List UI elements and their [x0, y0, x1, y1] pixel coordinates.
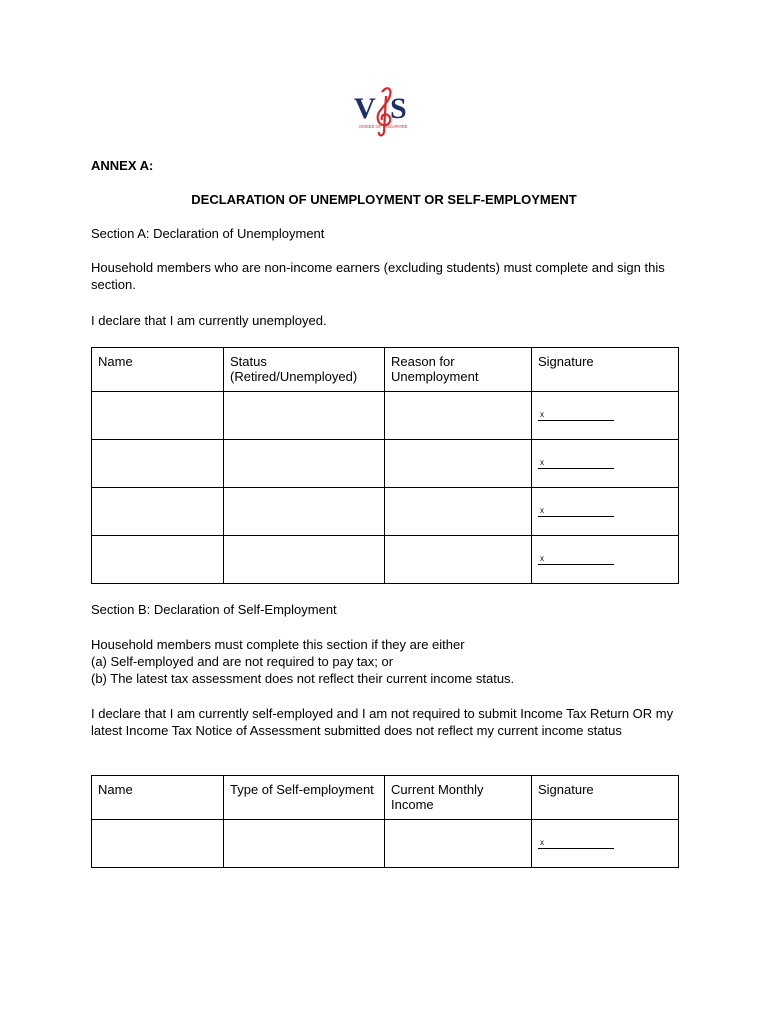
reason-cell[interactable] — [385, 392, 532, 440]
self-employment-table — [91, 775, 679, 868]
header-name: Name — [92, 776, 224, 820]
section-b-heading: Section B: Declaration of Self-Employment — [91, 602, 337, 617]
voices-of-singapore-logo — [352, 82, 414, 140]
table-row — [92, 392, 679, 440]
section-b-instruction-line-3: (b) The latest tax assessment does not reflect their current income status. — [91, 671, 515, 686]
reason-cell[interactable] — [385, 488, 532, 536]
section-a-declaration: I declare that I am currently unemployed. — [91, 313, 327, 328]
signature-line: x — [538, 458, 614, 469]
reason-cell[interactable] — [385, 536, 532, 584]
document-title: DECLARATION OF UNEMPLOYMENT OR SELF-EMPLOYMENT — [191, 192, 577, 207]
header-reason: Reason for Unemployment — [385, 348, 532, 392]
name-cell[interactable] — [92, 488, 224, 536]
unemployment-table — [91, 347, 679, 584]
status-cell[interactable] — [224, 440, 385, 488]
name-cell[interactable] — [92, 536, 224, 584]
header-status: Status (Retired/Unemployed) — [224, 348, 385, 392]
table-header-row — [92, 348, 679, 392]
signature-line: x — [538, 506, 614, 517]
table-row — [92, 536, 679, 584]
section-a-instruction: Household members who are non-income earners (excluding students) must complete and sign this section. — [91, 260, 665, 292]
signature-line: x — [538, 554, 614, 565]
signature-cell[interactable] — [532, 392, 679, 440]
signature-cell[interactable] — [532, 536, 679, 584]
annex-label: ANNEX A: — [91, 158, 154, 173]
type-cell[interactable] — [224, 820, 385, 868]
status-cell[interactable] — [224, 536, 385, 584]
signature-cell[interactable] — [532, 440, 679, 488]
section-b-instruction-line-1: Household members must complete this section if they are either — [91, 637, 465, 652]
signature-cell[interactable] — [532, 488, 679, 536]
status-cell[interactable] — [224, 392, 385, 440]
name-cell[interactable] — [92, 440, 224, 488]
svg-text:S: S — [390, 92, 407, 125]
table-row — [92, 440, 679, 488]
status-cell[interactable] — [224, 488, 385, 536]
income-cell[interactable] — [385, 820, 532, 868]
svg-text:V: V — [354, 92, 376, 125]
header-signature: Signature — [532, 348, 679, 392]
header-name: Name — [92, 348, 224, 392]
header-signature: Signature — [532, 776, 679, 820]
header-income: Current Monthly Income — [385, 776, 532, 820]
section-b-instruction-line-2: (a) Self-employed and are not required to pay tax; or — [91, 654, 394, 669]
name-cell[interactable] — [92, 392, 224, 440]
section-a-heading: Section A: Declaration of Unemployment — [91, 226, 325, 241]
logo-caption: VOICES OF SINGAPORE — [358, 124, 408, 129]
reason-cell[interactable] — [385, 440, 532, 488]
name-cell[interactable] — [92, 820, 224, 868]
signature-cell[interactable] — [532, 820, 679, 868]
signature-line: x — [538, 838, 614, 849]
section-b-declaration: I declare that I am currently self-employed and I am not required to submit Income Tax Return OR my latest Income Tax Notice of Assessment submitted does not reflect my current income status — [91, 706, 674, 738]
table-header-row — [92, 776, 679, 820]
header-type: Type of Self-employment — [224, 776, 385, 820]
signature-line: x — [538, 410, 614, 421]
table-row — [92, 488, 679, 536]
table-row — [92, 820, 679, 868]
